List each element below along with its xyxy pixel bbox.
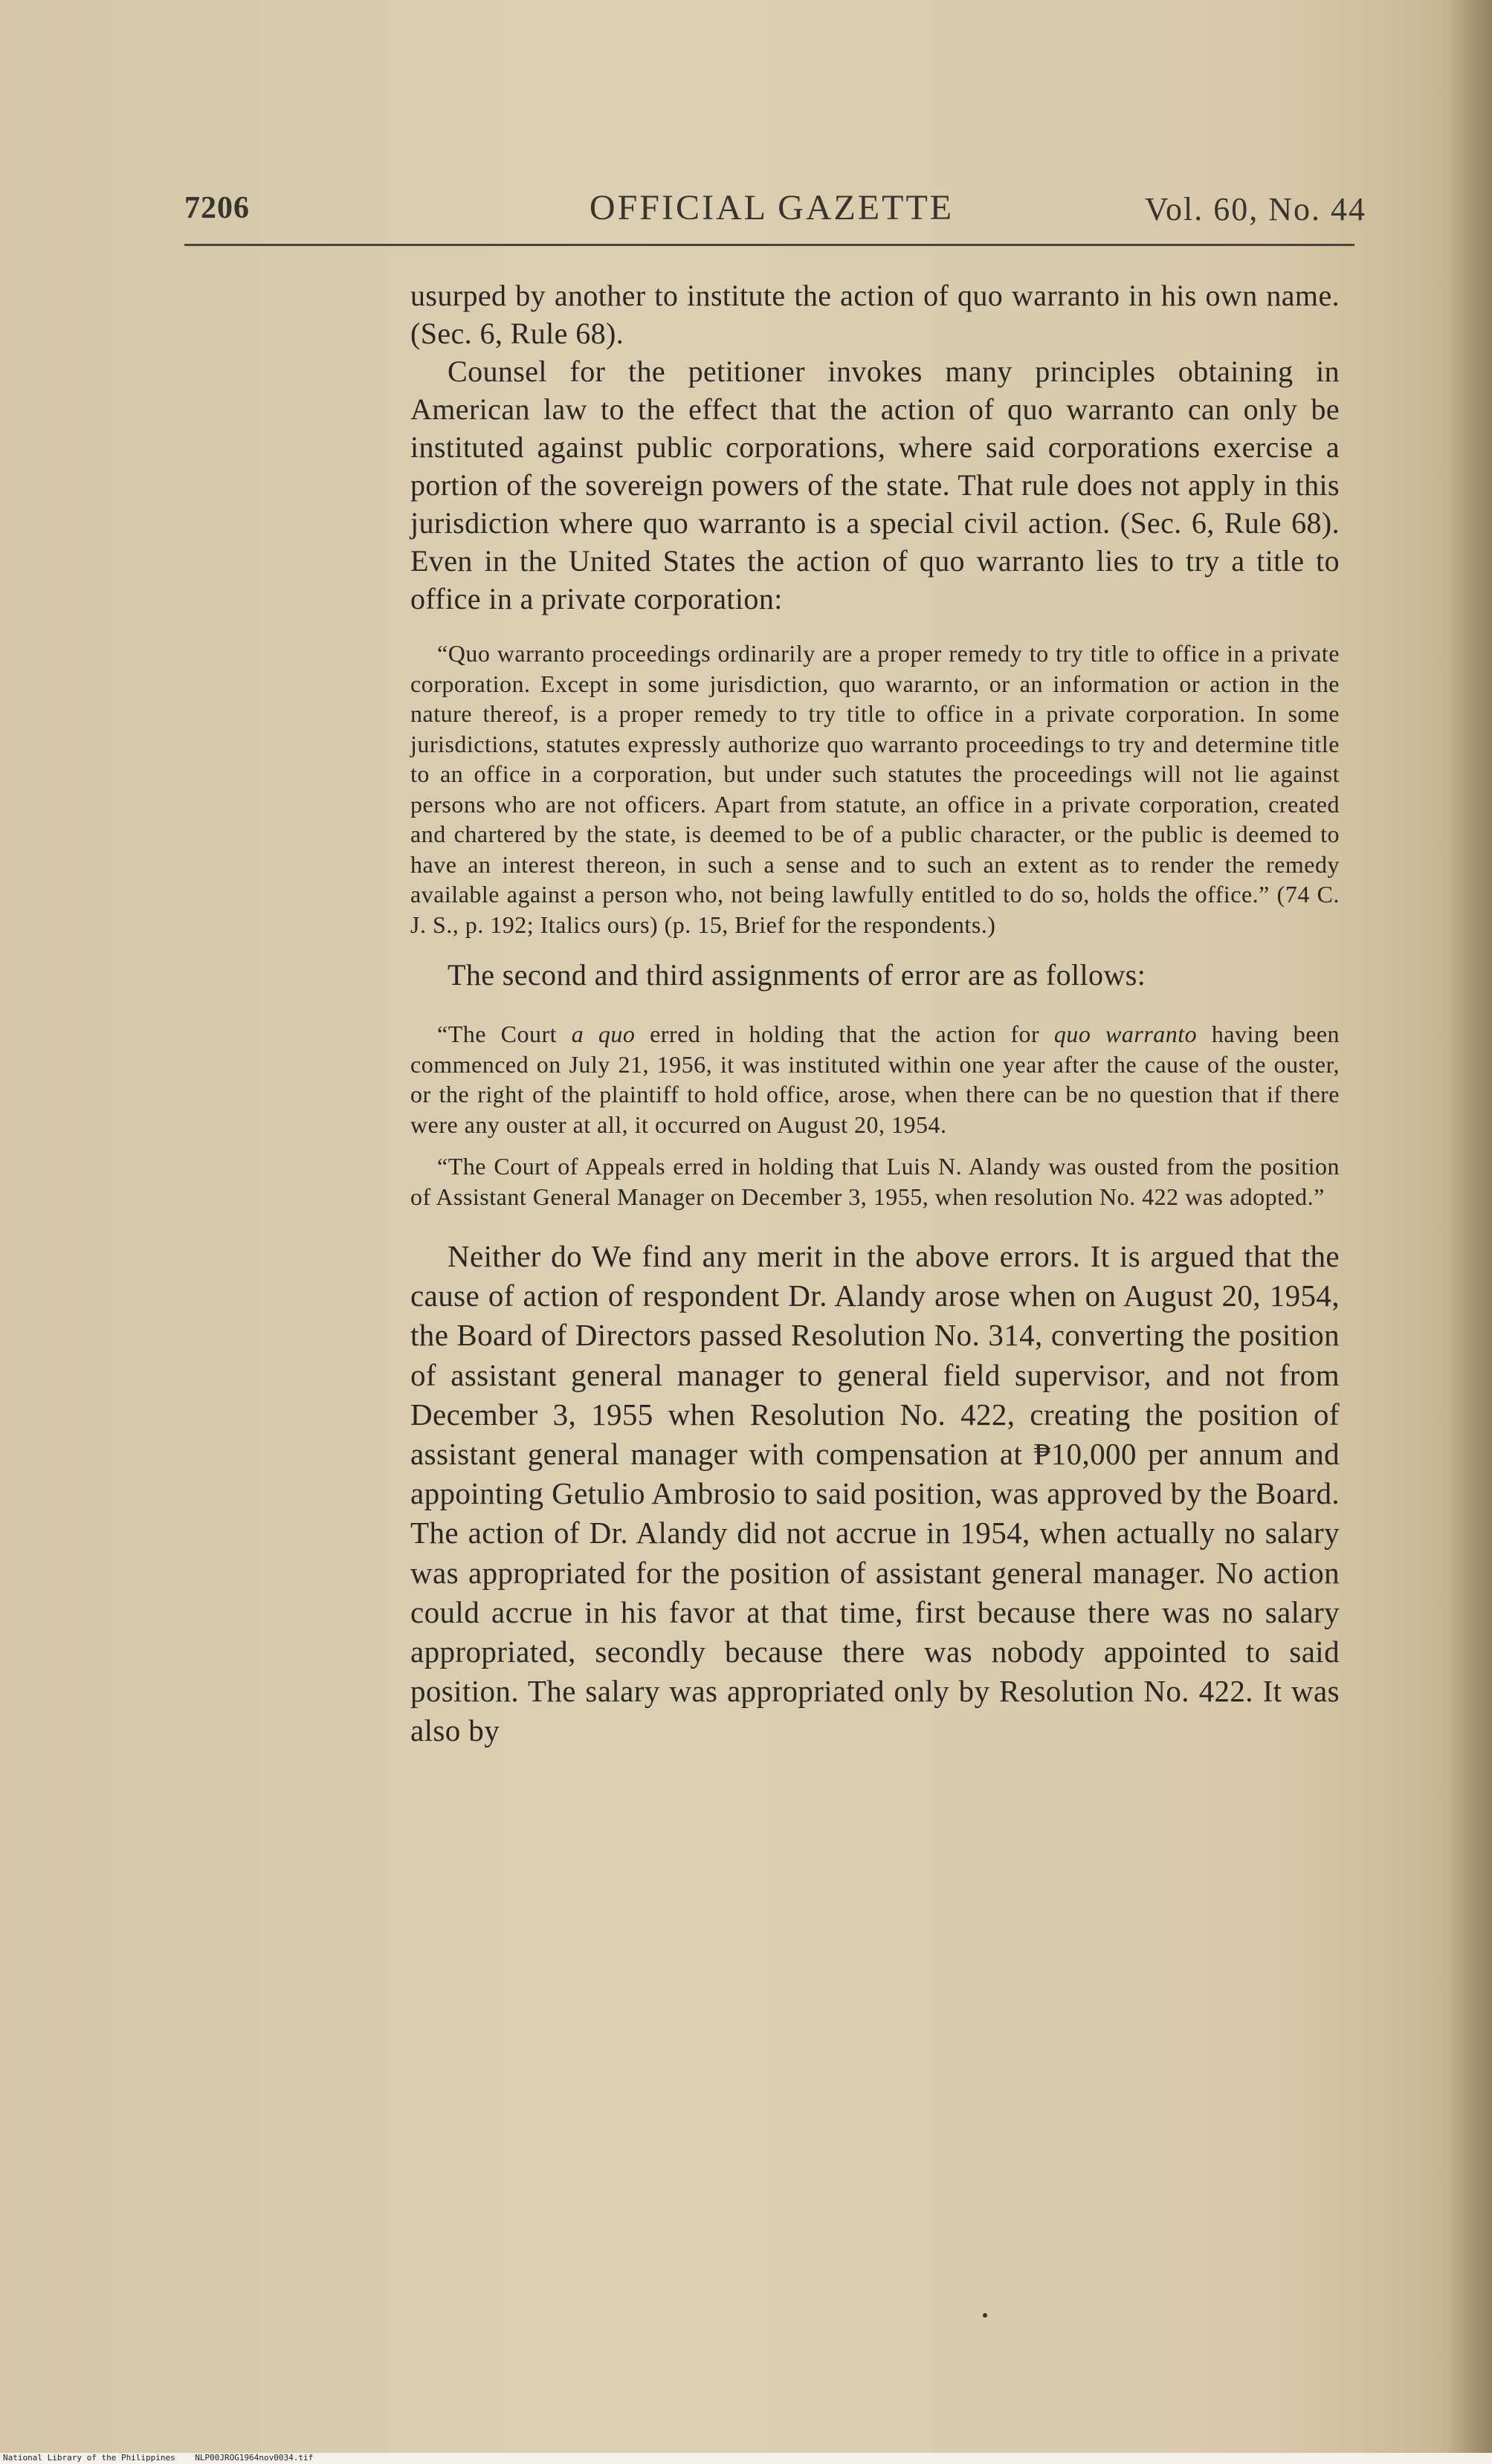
footer-filename: NLP00JROG1964nov0034.tif [195, 2453, 314, 2463]
paragraph-1: usurped by another to institute the action of quo warranto in his own name. (Sec. 6, Rule 68). [410, 279, 1340, 350]
quote2-italic-b: quo warranto [1053, 1021, 1198, 1047]
quote2-text-c: having been commenced on July 21, 1956, it was instituted within one year after the cause of the ouster, or the right of the plaintiff to hold office, arose, when there can be no question that if there were any ouster at all, it occurred on August 20, 1954. [410, 1021, 1340, 1138]
paragraph-4: Neither do We find any merit in the above errors. It is argued that the cause of action of respondent Dr. Alandy arose when on August 20, 1954, the Board of Directors passed Resolution No. 314, converting the position of assistant general manager to general field supervisor, and not from December 3, 1955 when Resolution No. 422, creating the position of assistant general manager with compensation at ₱10,000 per annum and appointing Getulio Ambrosio to said position, was approved by the Board. The action of Dr. Alandy did not accrue in 1954, when actually no salary was appropriated for the position of assistant general manager. No action could accrue in his favor at that time, first because there was no salary appropriated, secondly because there was nobody appointed to said position. The salary was appropriated only by Resolution No. 422. It was also by [410, 1239, 1340, 1748]
volume-number: Vol. 60, No. 44 [1144, 191, 1366, 227]
running-header [184, 181, 1366, 233]
paragraph-2: Counsel for the petitioner invokes many principles obtaining in American law to the effect that the action of quo warranto can only be instituted against public corporations, where said corporations exercise a portion of the sovereign powers of the state. That rule does not apply in this jurisdiction where quo warranto is a special civil action. (Sec. 6, Rule 68). Even in the United States the action of quo warranto lies to try a title to office in a private corporation: [410, 355, 1340, 615]
block-quote-2 [410, 1019, 1340, 1139]
scan-footer [3, 2453, 313, 2463]
quote2-italic-a: a quo [571, 1021, 636, 1047]
block-quote-3: “The Court of Appeals erred in holding that Luis N. Alandy was ousted from the position of Assistant General Manager on December 3, 1955, when resolution No. 422 was adopted.” [410, 1153, 1340, 1210]
quote2-text-a: “The Court [437, 1021, 572, 1047]
block-quote-1: “Quo warranto proceedings ordinarily are a proper remedy to try title to office in a private corporation. Except in some jurisdiction, quo wararnto, or an information or action in the nature thereof, is a proper remedy to try title to office in a private corporation. In some jurisdictions, statutes expressly authorize quo warranto proceedings to try and determine title to an office in a corporation, but under such statutes the proceedings will not lie against persons who are not officers. Apart from statute, an office in a private corporation, created and chartered by the state, is deemed to be of a public character, or the public is deemed to have an interest thereon, in such a sense and to such an extent as to render the remedy available against a person who, not being lawfully entitled to do so, holds the office.” (74 C. J. S., p. 192; Italics ours) (p. 15, Brief for the respondents.) [410, 640, 1340, 938]
binding-shadow [1447, 0, 1492, 2464]
paragraph-3: The second and third assignments of error are as follows: [448, 958, 1146, 992]
header-rule [184, 244, 1354, 246]
footer-source: National Library of the Philippines [3, 2453, 175, 2463]
quote2-text-b: erred in holding that the action for [635, 1021, 1054, 1047]
article-body [410, 277, 1340, 1751]
page-number: 7206 [184, 191, 250, 225]
ink-speck [983, 2313, 987, 2318]
publication-title: OFFICIAL GAZETTE [589, 188, 955, 227]
